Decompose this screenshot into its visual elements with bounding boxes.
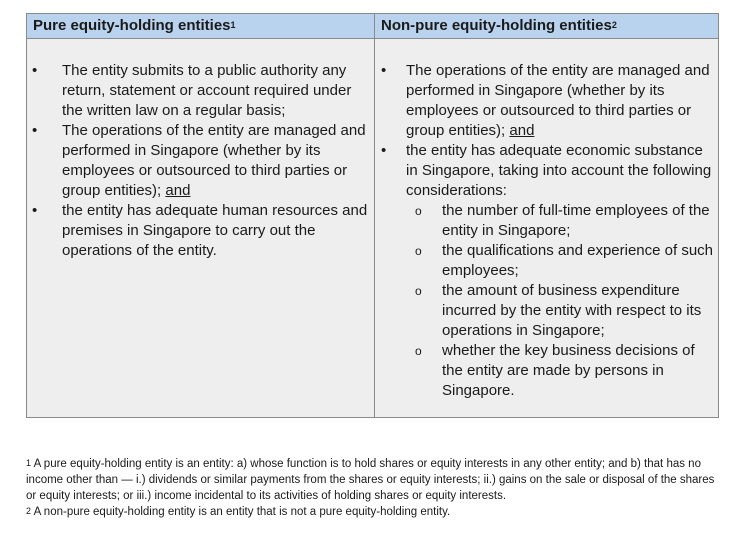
list-item (375, 141, 718, 401)
list-item-text: The operations of the entity are managed and performed in Singapore (whether by its employees or outsourced to third parties or group entities); (406, 62, 710, 139)
list-item (27, 201, 374, 261)
footnote-1-text: A pure equity-holding entity is an entity: a) whose function is to hold shares or equity interests in any other entity; and b) that has no income other than — i.) dividends or similar payments from the shares or equity interests; ii.) gains on the sale or disposal of the shares or equity interests; or iii.) income incidental to its activities of holding shares or equity interests. (26, 458, 715, 502)
list-item (27, 121, 374, 201)
sub-list-item (406, 341, 714, 401)
footnote-1-number: 1 (26, 458, 32, 468)
footnote-2 (26, 504, 726, 520)
conjunction-and: and (165, 182, 191, 199)
list-item-text: the entity has adequate economic substance in Singapore, taking into account the following considerations: (406, 142, 712, 199)
list-item-text: the entity has adequate human resources and premises in Singapore to carry out the operations of the entity. (62, 202, 368, 259)
list-item-text: The entity submits to a public authority any return, statement or account required under the written law on a regular basis; (62, 62, 352, 119)
sub-list-item-text: whether the key business decisions of the entity are made by persons in Singapore. (442, 342, 695, 399)
sub-list-item-text: the qualifications and experience of such employees; (442, 242, 714, 279)
footnotes (26, 456, 726, 520)
header-non-pure-equity-text: Non-pure equity-holding entities (381, 17, 612, 34)
table-header-row (27, 14, 718, 39)
footnote-ref-2: 2 (611, 20, 617, 30)
footnote-ref-1: 1 (230, 20, 236, 30)
conjunction-and: and (509, 122, 535, 139)
sub-list-item (406, 201, 714, 241)
header-pure-equity (27, 14, 375, 38)
comparison-table (26, 13, 719, 418)
sub-list-item (406, 281, 714, 341)
non-pure-equity-column (375, 39, 718, 417)
header-non-pure-equity (375, 14, 718, 38)
list-item-text: The operations of the entity are managed and performed in Singapore (whether by its employees or outsourced to third parties or group entities); (62, 122, 366, 199)
pure-equity-bullet-list (27, 61, 374, 261)
list-item (375, 61, 718, 141)
sub-list-item-text: the amount of business expenditure incurred by the entity with respect to its operations in Singapore; (442, 282, 702, 339)
list-item (27, 61, 374, 121)
header-pure-equity-text: Pure equity-holding entities (33, 17, 231, 34)
footnote-2-number: 2 (26, 506, 32, 516)
considerations-sub-list (406, 201, 714, 401)
footnote-1 (26, 456, 726, 504)
non-pure-equity-bullet-list (375, 61, 718, 401)
sub-list-item-text: the number of full-time employees of the entity in Singapore; (442, 202, 710, 239)
footnote-2-text: A non-pure equity-holding entity is an entity that is not a pure equity-holding entity. (33, 506, 451, 518)
pure-equity-column (27, 39, 375, 417)
table-body-row (27, 39, 718, 417)
sub-list-item (406, 241, 714, 281)
